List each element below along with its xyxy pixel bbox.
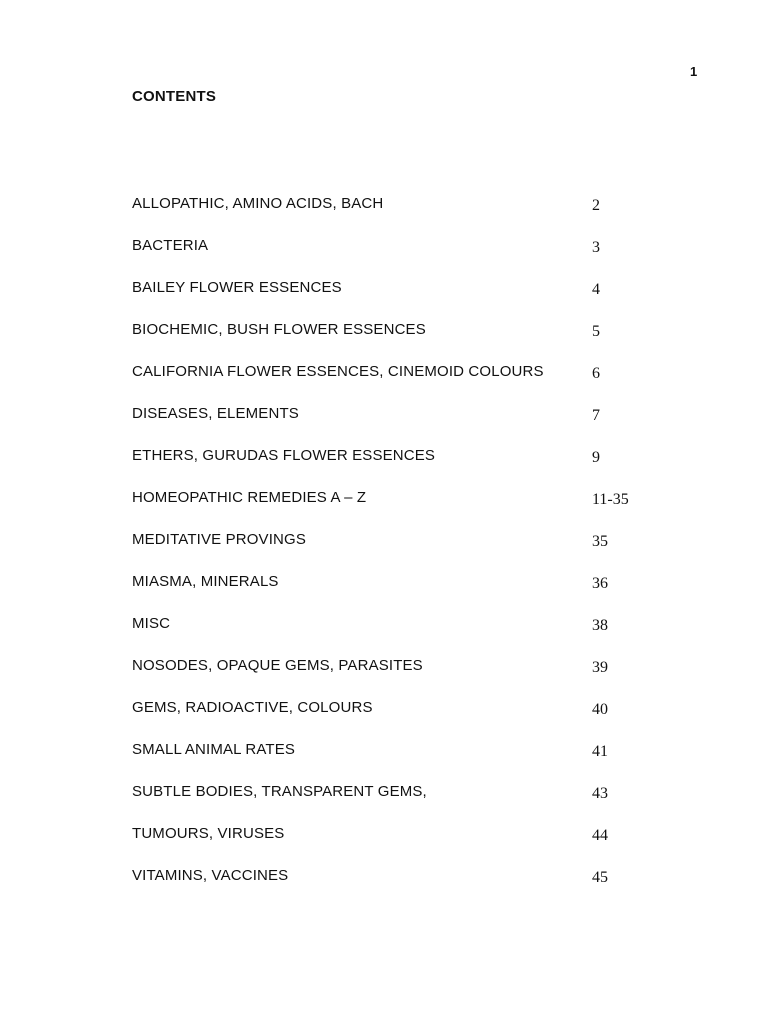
toc-entry-title: ALLOPATHIC, AMINO ACIDS, BACH [132, 195, 384, 212]
toc-entry-title: CALIFORNIA FLOWER ESSENCES, CINEMOID COLOURS [132, 363, 544, 380]
toc-entry [132, 572, 652, 614]
toc-entry-page: 9 [592, 449, 600, 466]
toc-entry-page: 4 [592, 281, 600, 298]
toc-entry [132, 614, 652, 656]
toc-entry-page: 44 [592, 827, 608, 844]
toc-entry [132, 824, 652, 866]
toc-entry-page: 5 [592, 323, 600, 340]
toc-entry-title: SMALL ANIMAL RATES [132, 741, 296, 758]
toc-entry [132, 740, 652, 782]
toc-entry-page: 39 [592, 659, 608, 676]
toc-entry-title: BAILEY FLOWER ESSENCES [132, 279, 342, 296]
toc-entry [132, 446, 652, 488]
toc-entry-title: GEMS, RADIOACTIVE, COLOURS [132, 699, 373, 716]
toc-entry-title: ETHERS, GURUDAS FLOWER ESSENCES [132, 447, 436, 464]
toc-entry-page: 2 [592, 197, 600, 214]
toc-entry-title: BACTERIA [132, 237, 209, 254]
toc-entry-page: 38 [592, 617, 608, 634]
toc-entry [132, 362, 652, 404]
toc-entry-title: VITAMINS, VACCINES [132, 867, 289, 884]
toc-entry [132, 278, 652, 320]
toc-entry-page: 45 [592, 869, 608, 886]
toc-entry [132, 866, 652, 908]
toc-entry [132, 698, 652, 740]
toc-entry [132, 236, 652, 278]
toc-entry-page: 3 [592, 239, 600, 256]
toc-entry-title: BIOCHEMIC, BUSH FLOWER ESSENCES [132, 321, 426, 338]
toc-entry-page: 43 [592, 785, 608, 802]
toc-entry-title: SUBTLE BODIES, TRANSPARENT GEMS, [132, 783, 427, 800]
toc-entry [132, 656, 652, 698]
toc-entry-title: HOMEOPATHIC REMEDIES A – Z [132, 489, 367, 506]
toc-entry-title: TUMOURS, VIRUSES [132, 825, 285, 842]
toc-entry-page: 6 [592, 365, 600, 382]
toc-entry [132, 194, 652, 236]
toc-entry-page: 35 [592, 533, 608, 550]
toc-entry [132, 404, 652, 446]
toc-entry [132, 530, 652, 572]
toc-entry-page: 40 [592, 701, 608, 718]
toc-entry [132, 782, 652, 824]
toc-entry-page: 36 [592, 575, 608, 592]
toc-entry-page: 7 [592, 407, 600, 424]
toc-entry-title: DISEASES, ELEMENTS [132, 405, 299, 422]
toc-entry-page: 11-35 [592, 491, 629, 508]
contents-heading: CONTENTS [132, 88, 217, 105]
toc-entry-page: 41 [592, 743, 608, 760]
toc-entry-title: MISC [132, 615, 171, 632]
toc-entry-title: MIASMA, MINERALS [132, 573, 279, 590]
toc-entry-title: MEDITATIVE PROVINGS [132, 531, 306, 548]
table-of-contents [132, 194, 652, 908]
toc-entry [132, 488, 652, 530]
page-number: 1 [690, 64, 698, 79]
toc-entry-title: NOSODES, OPAQUE GEMS, PARASITES [132, 657, 423, 674]
toc-entry [132, 320, 652, 362]
